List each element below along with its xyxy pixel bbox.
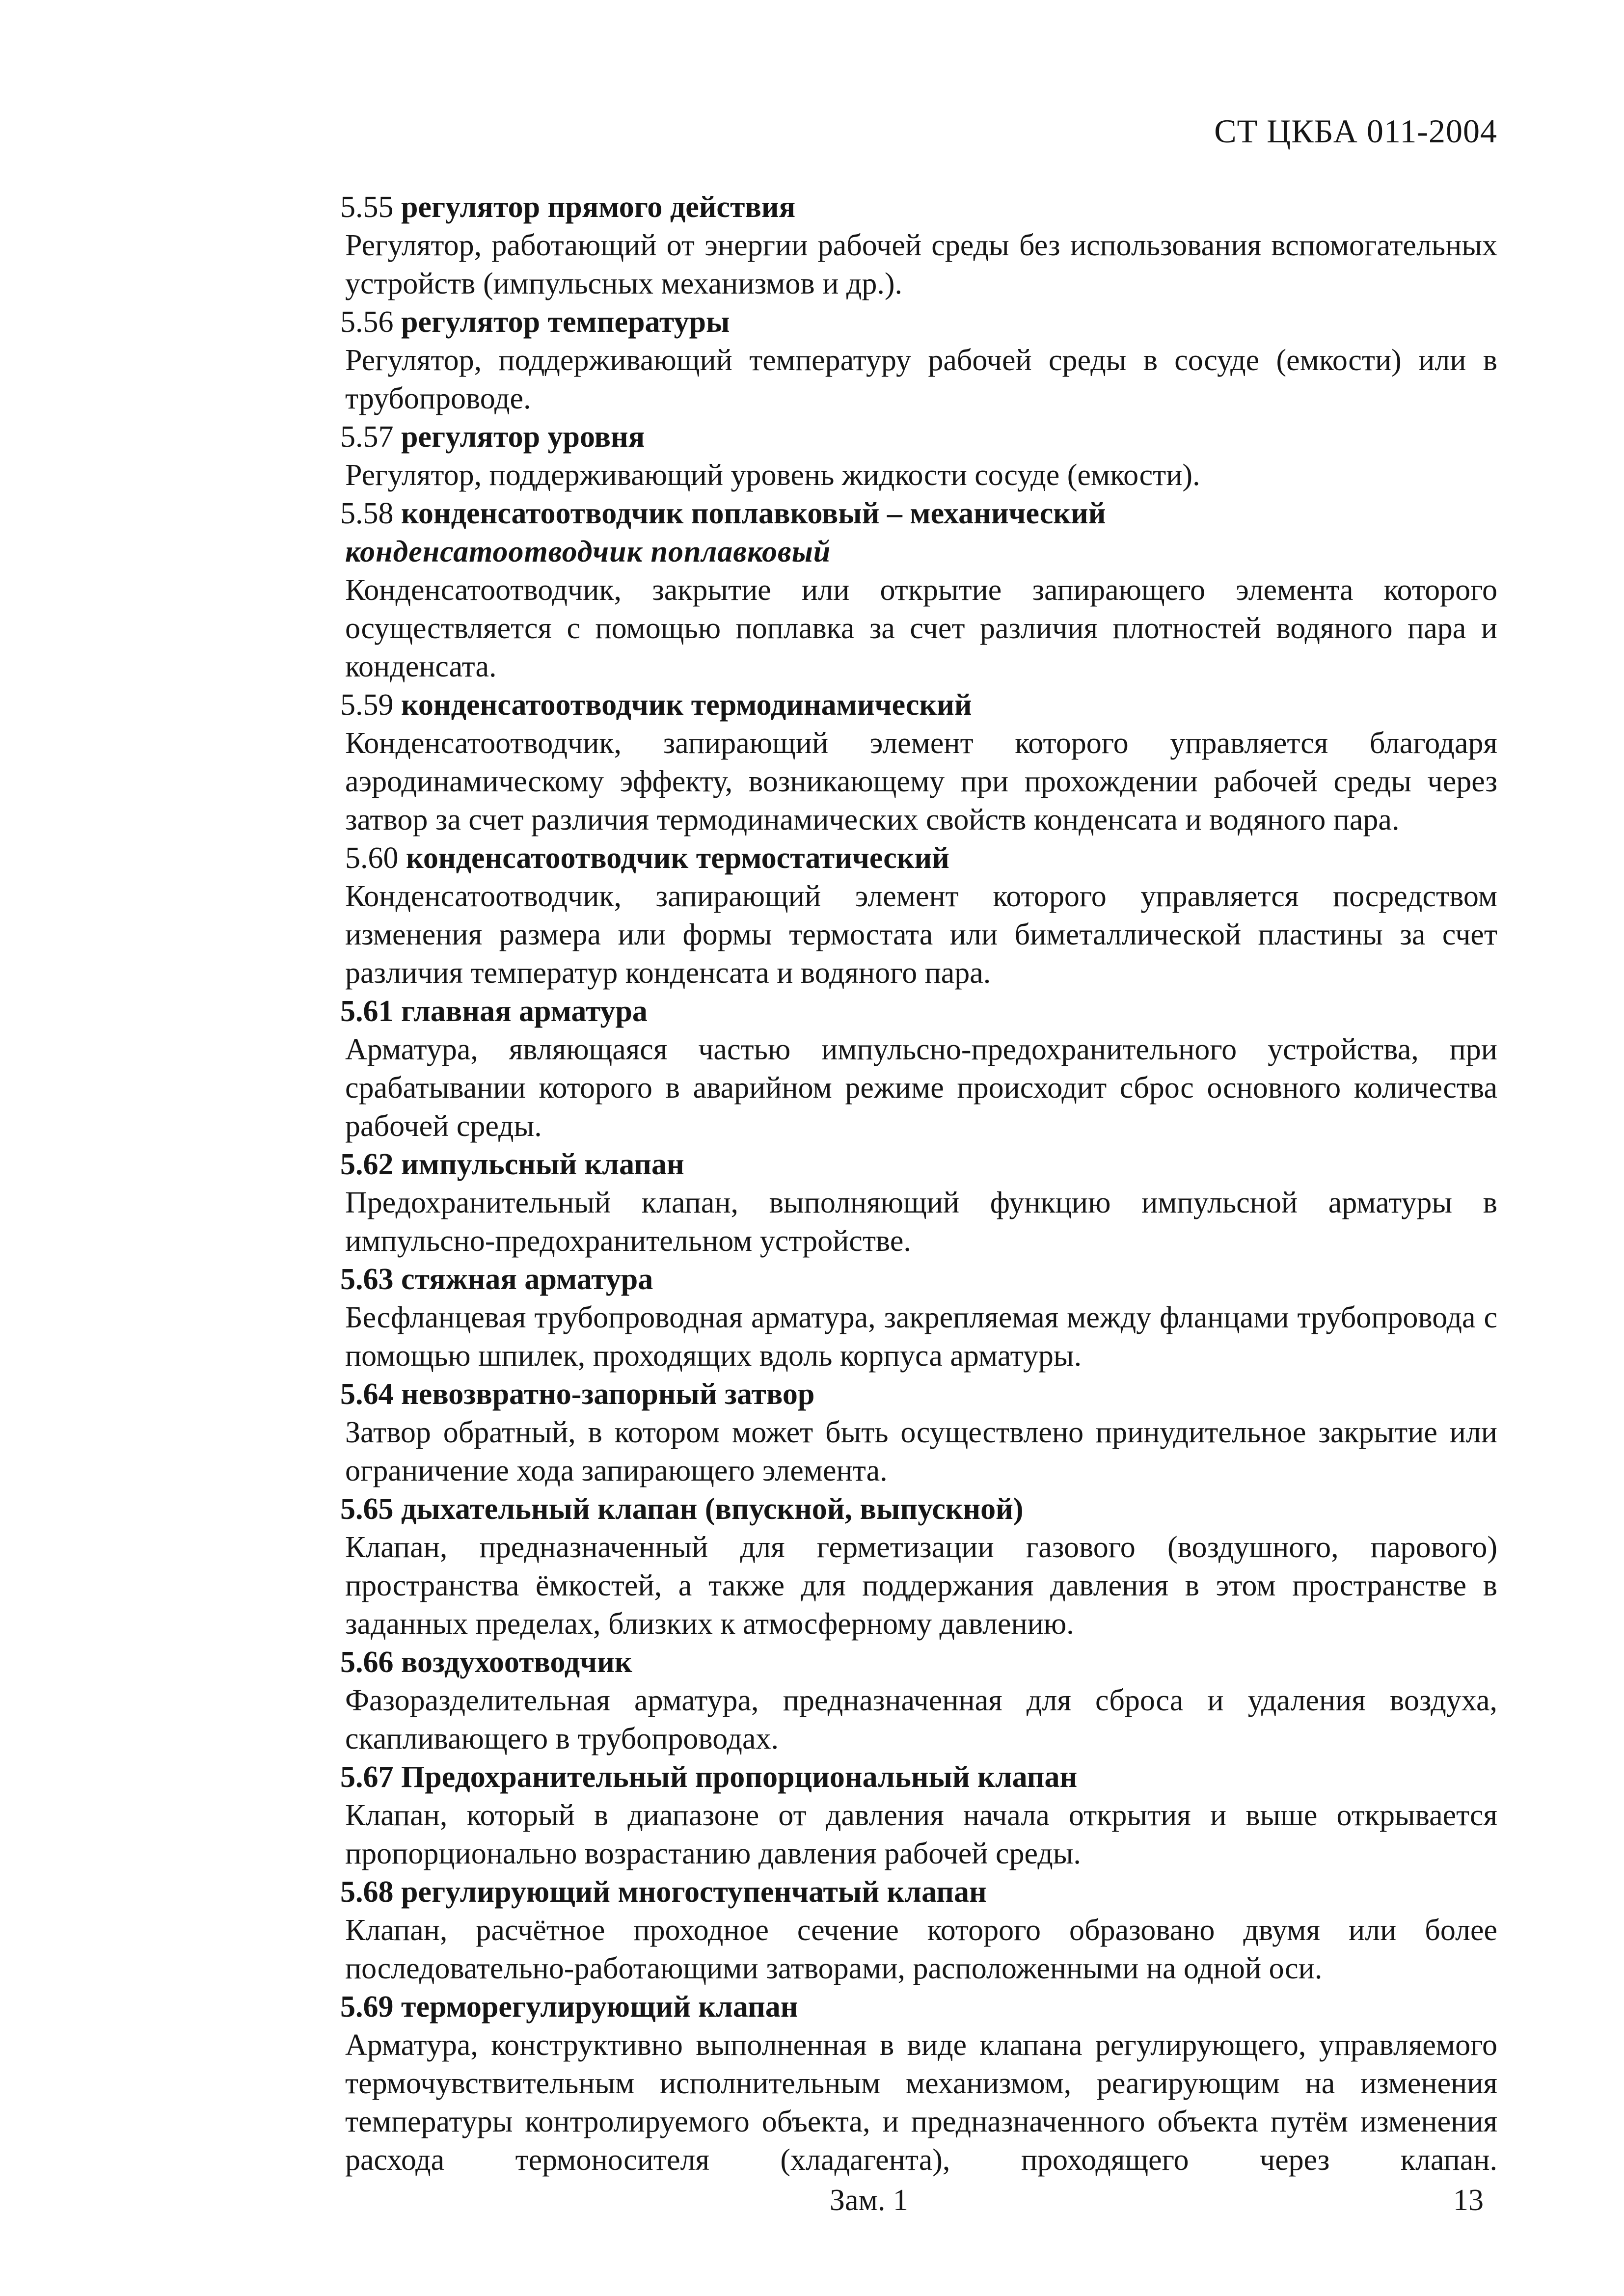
document-body: [252, 188, 1497, 2179]
term-definition: Затвор обратный, в котором может быть осуществлено принудительное закрытие или ограничение хода запирающего элемента.: [345, 1416, 1497, 1487]
term-heading: 5.59 конденсатоотводчик термодинамический: [340, 688, 972, 722]
term-definition: Бесфланцевая трубопроводная арматура, закрепляемая между фланцами трубопровода с помощью шпилек, проходящих вдоль корпуса арматуры.: [345, 1301, 1497, 1373]
term-definition: Конденсатоотводчик, запирающий элемент которого управляется посредством изменения размера или формы термостата или биметаллической пластины за счет различия температур конденсата и водяного пара.: [345, 880, 1497, 990]
term-heading: 5.57 регулятор уровня: [340, 420, 645, 454]
term-definition: Фазоразделительная арматура, предназначенная для сброса и удаления воздуха, скапливающего в трубопроводах.: [345, 1684, 1497, 1756]
term-definition: Клапан, расчётное проходное сечение которого образовано двумя или более последовательно-работающими затворами, расположенными на одной оси.: [345, 1914, 1497, 1985]
term-heading: 5.61 главная арматура: [340, 995, 648, 1028]
alternative-term: конденсатоотводчик поплавковый: [345, 535, 831, 568]
term-heading: 5.58 конденсатоотводчик поплавковый – механический: [340, 497, 1106, 530]
term-definition: Арматура, конструктивно выполненная в виде клапана регулирующего, управляемого термочувствительным исполнительным механизмом, реагирующим на изменения температуры контролируемого объекта, и предназначенного объекта путём изменения расхода термоносителя (хладагента), проходящего через клапан.: [345, 2028, 1497, 2177]
term-heading: 5.63 стяжная арматура: [340, 1263, 653, 1296]
term-definition: Клапан, который в диапазоне от давления начала открытия и выше открывается пропорционально возрастанию давления рабочей среды.: [345, 1799, 1497, 1870]
page-number: 13: [1453, 2184, 1484, 2217]
term-definition: Конденсатоотводчик, запирающий элемент которого управляется благодаря аэродинамическому эффекту, возникающему при прохождении рабочей среды через затвор за счет различия термодинамических свойств конденсата и водяного пара.: [345, 727, 1497, 837]
term-heading: 5.69 терморегулирующий клапан: [340, 1990, 798, 2024]
term-heading: 5.56 регулятор температуры: [340, 305, 730, 339]
term-definition: Конденсатоотводчик, закрытие или открытие запирающего элемента которого осуществляется с помощью поплавка за счет различия плотностей водяного пара и конденсата.: [345, 573, 1497, 683]
term-heading: 5.64 невозвратно-запорный затвор: [340, 1378, 815, 1411]
term-definition: Клапан, предназначенный для герметизации газового (воздушного, парового) пространства ёмкостей, а также для поддержания давления в этом пространстве в заданных пределах, близких к атмосферному давлению.: [345, 1531, 1497, 1641]
term-heading: 5.60 конденсатоотводчик термостатический: [345, 841, 949, 875]
term-definition: Арматура, являющаяся частью импульсно-предохранительного устройства, при срабатывании которого в аварийном режиме происходит сброс основного количества рабочей среды.: [345, 1033, 1497, 1143]
term-heading: 5.66 воздухоотводчик: [340, 1646, 632, 1679]
term-definition: Предохранительный клапан, выполняющий функцию импульсной арматуры в импульсно-предохранительном устройстве.: [345, 1186, 1497, 1258]
term-heading: 5.55 регулятор прямого действия: [340, 190, 796, 224]
term-heading: 5.65 дыхательный клапан (впускной, выпускной): [340, 1492, 1024, 1526]
term-definition: Регулятор, поддерживающий уровень жидкости сосуде (емкости).: [345, 459, 1200, 492]
term-heading: 5.67 Предохранительный пропорциональный клапан: [340, 1760, 1078, 1794]
revision-note: Зам. 1: [830, 2184, 908, 2217]
term-definition: Регулятор, поддерживающий температуру рабочей среды в сосуде (емкости) или в трубопроводе.: [345, 344, 1497, 415]
term-heading: 5.68 регулирующий многоступенчатый клапан: [340, 1875, 987, 1909]
term-definition: Регулятор, работающий от энергии рабочей среды без использования вспомогательных устройств (импульсных механизмов и др.).: [345, 229, 1497, 300]
document-code: СТ ЦКБА 011-2004: [1214, 112, 1497, 150]
term-heading: 5.62 импульсный клапан: [340, 1148, 684, 1181]
